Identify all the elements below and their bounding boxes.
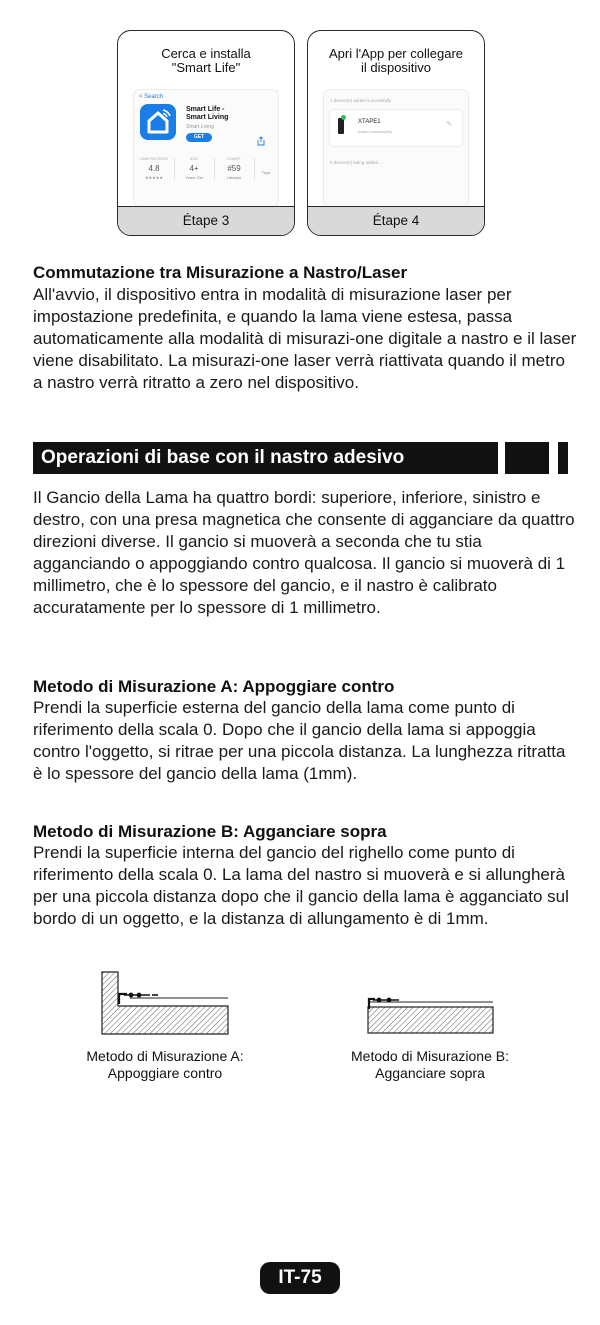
app-subtitle: Smart Living — [186, 124, 214, 130]
share-icon — [256, 133, 266, 143]
section-banner — [33, 442, 498, 474]
step-3-title: Cerca e installa "Smart Life" — [161, 46, 251, 75]
caption-method-b: Metodo di Misurazione B: Agganciare sopra — [351, 1048, 509, 1081]
method-b-body: Prendi la superficie interna del gancio del righello come punto di riferimento della scala 0. La lama del nastro si muoverà e si allungherà per una piccola distanza dopo che il gancio della lama è agganciato sul bordo di un oggetto, e la distanza di allungamento è di 1mm. — [33, 843, 569, 928]
success-dot-icon — [341, 115, 346, 120]
method-a-body: Prendi la superficie esterna del gancio della lama come punto di riferimento della scala 0. Dopo che il gancio della lama si appoggia contro l'oggetto, si ritrae per una piccola distanza. La lunghezza ritratta è lo spessore del gancio della lama (1mm). — [33, 698, 566, 783]
section-heading-tape-laser: Commutazione tra Misurazione a Nastro/Laser — [33, 263, 408, 282]
step-4-card — [307, 30, 485, 236]
diagram-butt-against — [100, 970, 230, 1041]
stat-chart: CHART #59 Lifestyle — [226, 156, 242, 180]
stat-age: AGE 4+ Years Old — [185, 156, 203, 180]
step-4-title: Apri l'App per collegare il dispositivo — [329, 46, 463, 75]
smart-life-app-icon — [140, 104, 176, 140]
banner-decoration-block — [505, 442, 549, 474]
caption-method-a: Metodo di Misurazione A: Appoggiare contro — [86, 1048, 244, 1081]
hook-description: Il Gancio della Lama ha quattro bordi: superiore, inferiore, sinistro e destro, con una presa magnetica che consente di agganciare da quattro direzioni diverse. Il gancio si muoverà a seconda che tu stia agganciando o appoggiando contro qualcosa. Il gancio si muoverà di 1 millimetro, che è lo spessore del gancio, e il nastro è calibrato accuratamente per lo spessore di 1 millimetro. — [33, 488, 575, 617]
banner-decoration-bar — [558, 442, 568, 474]
step-3-card — [117, 30, 295, 236]
banner-title: Operazioni di base con il nastro adesivo — [41, 447, 405, 468]
device-name: XTAPE1 — [358, 119, 381, 125]
page-number-badge: IT-75 — [260, 1262, 340, 1294]
device-added-text: 1 device(s) added successfully — [330, 98, 392, 103]
diagram-hook-over — [365, 993, 495, 1040]
step-3-label: Étape 3 — [118, 206, 294, 235]
method-b-heading: Metodo di Misurazione B: Agganciare sopra — [33, 822, 387, 841]
stat-rating: 2609 RATINGS 4.8 ★★★★★ — [140, 156, 168, 180]
edit-pencil-icon: ✎ — [446, 121, 452, 128]
tape-device-icon — [338, 118, 344, 134]
device-item — [330, 110, 462, 146]
section-body-tape-laser: All'avvio, il dispositivo entra in modalità di misurazione laser per impostazione predefinita, e quando la lama viene estesa, passa automaticamente alla modalità di misurazi-one digitale a nastro e il laser viene disabilitato. La misurazi-one laser verrà riattivata quando il metro a nastro verrà ritratto a zero nel dispositivo. — [33, 285, 577, 392]
stat-developer: Tuya — [261, 170, 271, 175]
device-status: Added successfully — [358, 129, 393, 134]
store-back-link: < Search — [139, 94, 164, 100]
app-stats — [134, 156, 278, 196]
device-adding-text: 0 device(s) being added ... — [330, 160, 384, 165]
app-name: Smart Life - Smart Living — [186, 106, 229, 121]
step-4-label: Étape 4 — [308, 206, 484, 235]
app-device-screenshot — [323, 89, 469, 207]
app-store-screenshot — [133, 89, 279, 207]
get-button: GET — [186, 133, 212, 142]
method-a-heading: Metodo di Misurazione A: Appoggiare contro — [33, 677, 395, 696]
